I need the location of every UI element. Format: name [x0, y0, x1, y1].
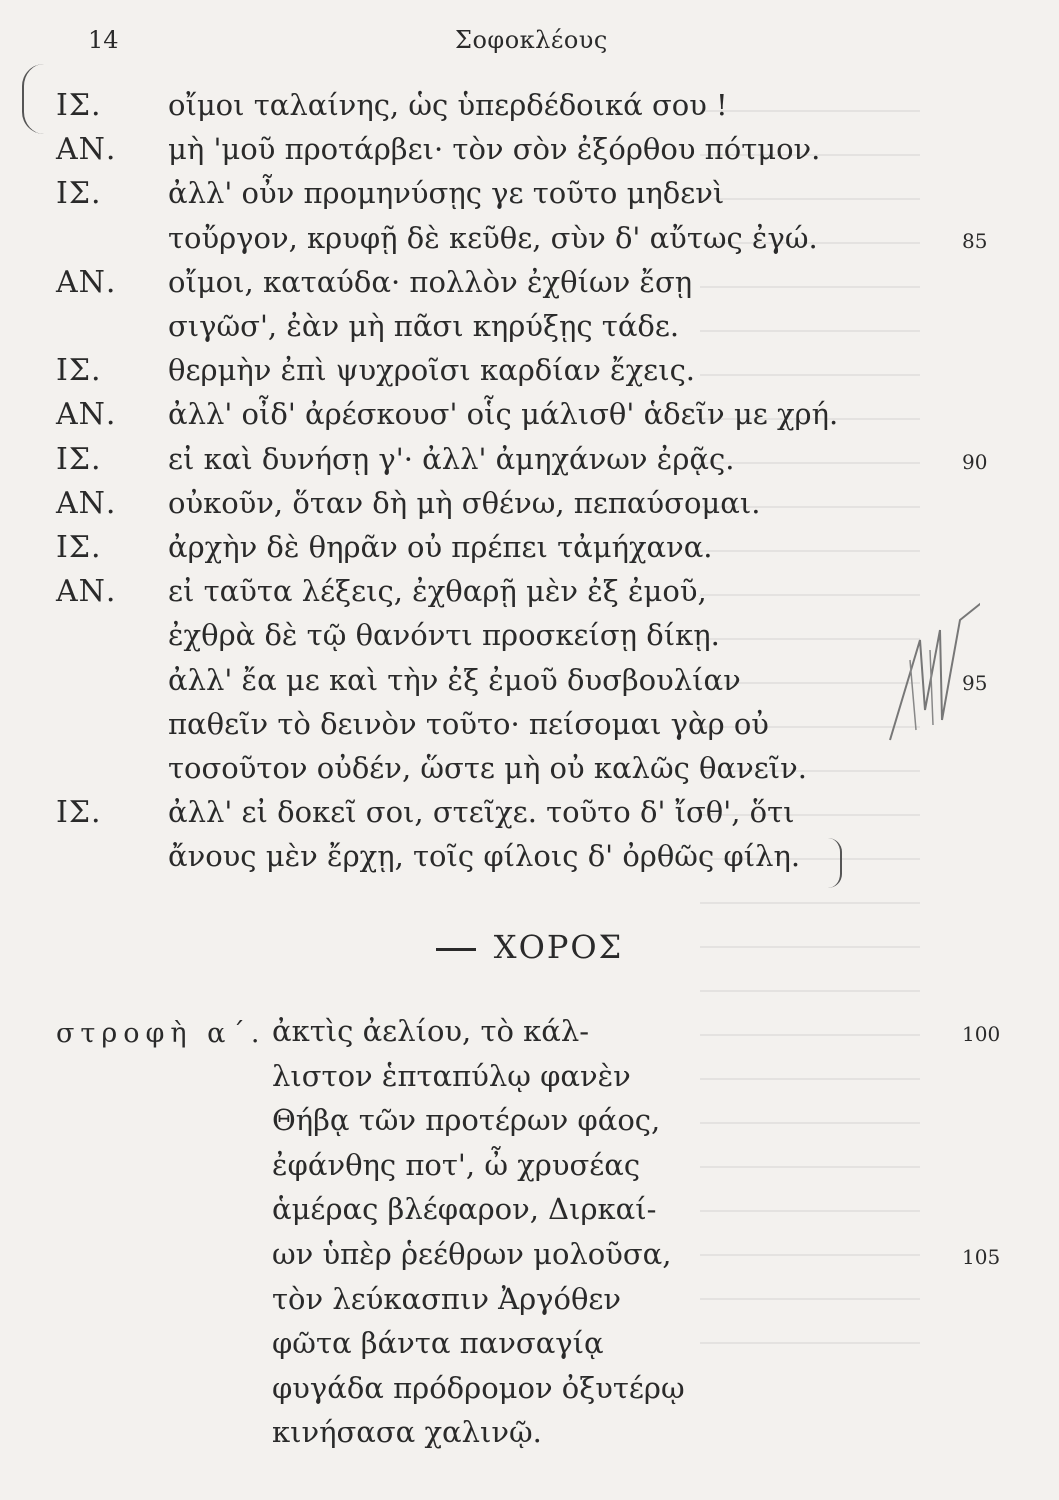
verse-text: εἰ καὶ δυνήσῃ γ'· ἀλλ' ἀμηχάνων ἐρᾷς. — [168, 441, 735, 476]
verse-text: ἀλλ' οἶδ' ἀρέσκουσ' οἷς μάλισθ' ἁδεῖν με χρή. — [168, 397, 839, 432]
page-number: 14 — [88, 26, 119, 54]
verse-text: θερμὴν ἐπὶ ψυχροῖσι καρδίαν ἔχεις. — [168, 353, 696, 388]
verse-text: οἴμοι, καταύδα· πολλὸν ἐχθίων ἔσῃ — [168, 264, 693, 299]
verse-text: μὴ 'μοῦ προτάρβει· τὸν σὸν ἐξόρθου πότμον. — [168, 132, 821, 167]
verse-line — [0, 221, 1059, 265]
heading-dash — [436, 948, 476, 951]
running-title: Σοφοκλέους — [455, 26, 608, 54]
speaker-label: ΙΣ. — [56, 353, 102, 389]
verse-text: οἴμοι ταλαίνης, ὡς ὑπερδέδοικά σου ! — [168, 88, 728, 122]
strophe-line — [0, 1148, 1059, 1192]
verse-text: παθεῖν τὸ δεινὸν τοῦτο· πείσομαι γὰρ οὐ — [168, 706, 769, 741]
strophe-line — [0, 1059, 1059, 1103]
line-number: 85 — [962, 228, 988, 253]
verse-line — [0, 353, 1059, 397]
line-number: 90 — [962, 449, 988, 474]
strophe-line — [0, 1014, 1059, 1058]
strophe-line — [0, 1371, 1059, 1415]
verse-text: ἀλλ' ἔα με καὶ τὴν ἐξ ἐμοῦ δυσβουλίαν — [168, 662, 741, 697]
verse-line — [0, 309, 1059, 353]
verse-line — [0, 530, 1059, 574]
strophe-line — [0, 1192, 1059, 1236]
pencil-bracket-close — [828, 838, 842, 888]
speaker-label: ΙΣ. — [56, 441, 102, 477]
verse-line — [0, 132, 1059, 176]
verse-text: οὐκοῦν, ὅταν δὴ μὴ σθένω, πεπαύσομαι. — [168, 485, 761, 520]
verse-text: ἀλλ' εἰ δοκεῖ σοι, στεῖχε. τοῦτο δ' ἴσθ', ὅτι — [168, 795, 795, 830]
speaker-label: ΑΝ. — [56, 264, 117, 300]
speaker-label: ΙΣ. — [56, 795, 102, 831]
speaker-label: ΑΝ. — [56, 397, 117, 433]
verse-line — [0, 486, 1059, 530]
strophe-line — [0, 1103, 1059, 1147]
verse-text: ἐχθρὰ δὲ τῷ θανόντι προσκείσῃ δίκῃ. — [168, 618, 720, 653]
verse-line — [0, 751, 1059, 795]
speaker-label: ΑΝ. — [56, 485, 117, 521]
verse-text: Θήβᾳ τῶν προτέρων φάος, — [272, 1103, 661, 1138]
verse-line — [0, 88, 1059, 132]
strophe-line — [0, 1326, 1059, 1370]
speaker-label: ΑΝ. — [56, 574, 117, 610]
verse-text: τοσοῦτον οὐδέν, ὥστε μὴ οὐ καλῶς θανεῖν. — [168, 751, 807, 785]
speaker-label: ΑΝ. — [56, 132, 117, 168]
verse-line — [0, 795, 1059, 839]
line-number: 105 — [962, 1245, 1001, 1269]
strophe-line — [0, 1282, 1059, 1326]
verse-text: φῶτα βάντα πανσαγίᾳ — [272, 1326, 604, 1361]
verse-text: ἀλλ' οὖν προμηνύσῃς γε τοῦτο μηδενὶ — [168, 176, 725, 211]
chorus-heading — [0, 928, 1059, 966]
strophe-label: στροφὴ α΄. — [56, 1018, 266, 1049]
verse-text: ἀρχὴν δὲ θηρᾶν οὐ πρέπει τἀμήχανα. — [168, 530, 713, 564]
handwritten-signature — [870, 600, 980, 750]
verse-text: ἐφάνθης ποτ', ὦ χρυσέας — [272, 1147, 641, 1182]
strophe-line — [0, 1415, 1059, 1459]
line-number: 100 — [962, 1022, 1001, 1046]
verse-text: ἁμέρας βλέφαρον, Διρκαί- — [272, 1192, 657, 1227]
line-number: 95 — [962, 670, 988, 695]
verse-text: εἰ ταῦτα λέξεις, ἐχθαρῇ μὲν ἐξ ἐμοῦ, — [168, 574, 707, 609]
verse-text: ἀκτὶς ἀελίου, τὸ κάλ- — [272, 1014, 590, 1048]
speaker-label: ΙΣ. — [56, 88, 102, 123]
verse-text: φυγάδα πρόδρομον ὀξυτέρῳ — [272, 1370, 685, 1405]
verse-text: ων ὑπὲρ ῥεέθρων μολοῦσα, — [272, 1237, 672, 1271]
strophe-line — [0, 1237, 1059, 1281]
verse-line — [0, 397, 1059, 441]
verse-line — [0, 265, 1059, 309]
verse-line — [0, 442, 1059, 486]
chorus-title: ΧΟΡΟΣ — [493, 928, 624, 966]
verse-line — [0, 839, 1059, 883]
speaker-label: ΙΣ. — [56, 530, 102, 565]
speaker-label: ΙΣ. — [56, 176, 102, 212]
verse-text: λιστον ἑπταπύλῳ φανὲν — [272, 1058, 631, 1093]
verse-line — [0, 176, 1059, 220]
verse-text: τὸν λεύκασπιν Ἀργόθεν — [272, 1281, 622, 1316]
verse-text: ἄνους μὲν ἔρχῃ, τοῖς φίλοις δ' ὀρθῶς φίλη. — [168, 839, 801, 874]
verse-text: τοὔργον, κρυφῇ δὲ κεῦθε, σὺν δ' αὔτως ἐγώ. — [168, 220, 818, 255]
verse-text: κινήσασα χαλινῷ. — [272, 1415, 542, 1450]
verse-text: σιγῶσ', ἐὰν μὴ πᾶσι κηρύξῃς τάδε. — [168, 309, 680, 343]
